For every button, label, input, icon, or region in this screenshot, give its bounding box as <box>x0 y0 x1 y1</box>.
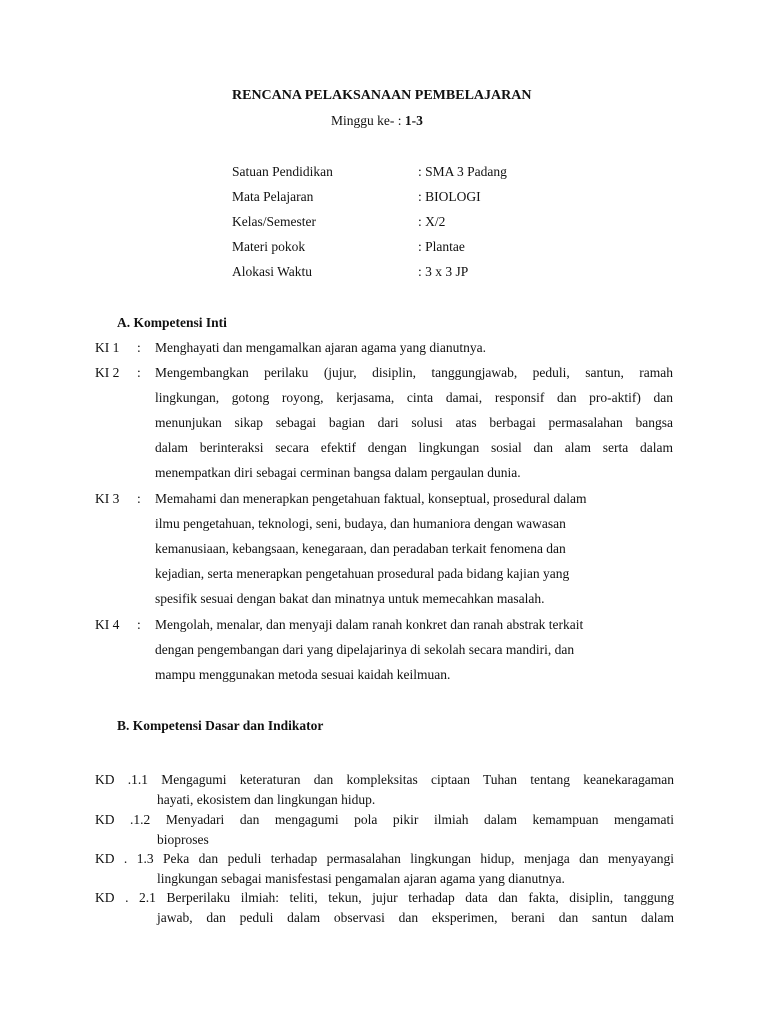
ki-text-line: menunjukan sikap sebagai bagian dari solusi atas berbagai permasalahan bangsa <box>155 415 673 430</box>
identity-label: Mata Pelajaran <box>232 189 314 204</box>
ki-colon: : <box>137 491 141 506</box>
kd-line: KD .1.1 Mengagumi keteraturan dan kompleksitas ciptaan Tuhan tentang keanekaragaman <box>95 772 674 787</box>
ki-text-line: kemanusiaan, kebangsaan, kenegaraan, dan peradaban terkait fenomena dan <box>155 541 566 556</box>
ki-code: KI 3 <box>95 491 120 506</box>
ki-text-line: Menghayati dan mengamalkan ajaran agama yang dianutnya. <box>155 340 486 355</box>
kd-continuation: jawab, dan peduli dalam observasi dan eksperimen, berani dan santun dalam <box>157 910 674 925</box>
week-line <box>331 113 423 129</box>
ki-text-line: Memahami dan menerapkan pengetahuan faktual, konseptual, prosedural dalam <box>155 491 587 506</box>
kd-line: KD .1.2 Menyadari dan mengagumi pola pikir ilmiah dalam kemampuan mengamati <box>95 812 674 827</box>
ki-text-line: Mengembangkan perilaku (jujur, disiplin, tanggungjawab, peduli, santun, ramah <box>155 365 673 380</box>
identity-value: : SMA 3 Padang <box>418 164 507 179</box>
ki-colon: : <box>137 340 141 355</box>
kd-continuation: bioproses <box>157 832 209 847</box>
identity-label: Satuan Pendidikan <box>232 164 333 179</box>
ki-text-line: mampu menggunakan metoda sesuai kaidah keilmuan. <box>155 667 451 682</box>
ki-text-line: kejadian, serta menerapkan pengetahuan prosedural pada bidang kajian yang <box>155 566 570 581</box>
page-title: RENCANA PELAKSANAAN PEMBELAJARAN <box>232 88 532 103</box>
section-b-heading: B. Kompetensi Dasar dan Indikator <box>117 718 324 733</box>
identity-value: : X/2 <box>418 214 446 229</box>
ki-code: KI 1 <box>95 340 120 355</box>
section-a-heading: A. Kompetensi Inti <box>117 315 227 330</box>
identity-value: : BIOLOGI <box>418 189 481 204</box>
identity-label: Materi pokok <box>232 239 306 254</box>
ki-text-line: menempatkan diri sebagai cerminan bangsa dalam pergaulan dunia. <box>155 465 521 480</box>
ki-colon: : <box>137 365 141 380</box>
ki-text-line: dengan pengembangan dari yang dipelajarinya di sekolah secara mandiri, dan <box>155 642 575 657</box>
identity-label: Alokasi Waktu <box>232 264 313 279</box>
ki-text-line: Mengolah, menalar, dan menyaji dalam ranah konkret dan ranah abstrak terkait <box>155 617 584 632</box>
week-value: 1-3 <box>404 113 423 128</box>
ki-text-line: spesifik sesuai dengan bakat dan minatnya untuk memecahkan masalah. <box>155 591 545 606</box>
ki-code: KI 2 <box>95 365 120 380</box>
identity-value: : Plantae <box>418 239 465 254</box>
kd-continuation: lingkungan sebagai manisfestasi pengamalan ajaran agama yang dianutnya. <box>157 871 565 886</box>
identity-label: Kelas/Semester <box>232 214 316 229</box>
week-label: Minggu ke- : <box>331 113 405 128</box>
kd-continuation: hayati, ekosistem dan lingkungan hidup. <box>157 792 376 807</box>
identity-value: : 3 x 3 JP <box>418 264 469 279</box>
ki-colon: : <box>137 617 141 632</box>
ki-text-line: lingkungan, gotong royong, kerjasama, cinta damai, responsif dan pro-aktif) dan <box>155 390 673 405</box>
ki-code: KI 4 <box>95 617 120 632</box>
ki-text-line: ilmu pengetahuan, teknologi, seni, budaya, dan humaniora dengan wawasan <box>155 516 566 531</box>
ki-text-line: dalam berinteraksi secara efektif dengan lingkungan sosial dan alam serta dalam <box>155 440 673 455</box>
kd-line: KD . 1.3 Peka dan peduli terhadap permasalahan lingkungan hidup, menjaga dan menyayangi <box>95 851 674 866</box>
kd-line: KD . 2.1 Berperilaku ilmiah: teliti, tekun, jujur terhadap data dan fakta, disiplin, tanggung <box>95 890 674 905</box>
